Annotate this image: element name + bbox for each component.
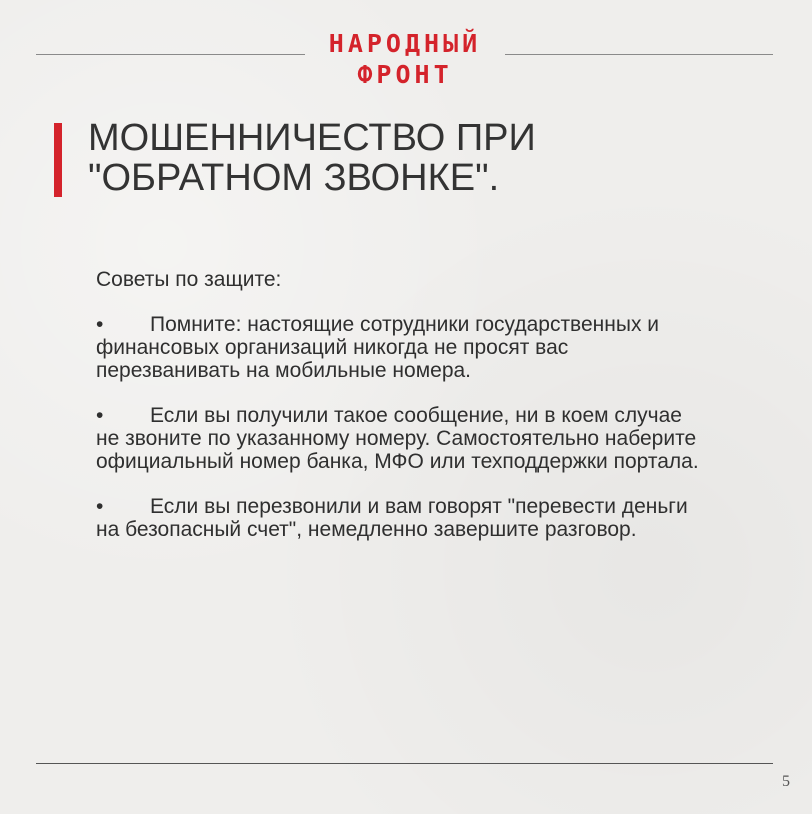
tip-text: Если вы перезвонили и вам говорят "перевести деньги на безопасный счет", немедленно завершите разговор. <box>96 495 688 541</box>
logo-line-2: ФРОНТ <box>357 60 453 89</box>
slide-title-line-1: МОШЕННИЧЕСТВО ПРИ <box>88 117 536 159</box>
tip-item <box>96 313 706 382</box>
tip-text: Помните: настоящие сотрудники государственных и финансовых организаций никогда не просят вас перезванивать на мобильные номера. <box>96 313 660 382</box>
logo-line-1: НАРОДНЫЙ <box>328 29 482 58</box>
bullet-icon: • <box>96 495 104 518</box>
slide-title-line-2: "ОБРАТНОМ ЗВОНКЕ". <box>88 157 500 199</box>
tip-item <box>96 404 706 473</box>
slide-content <box>96 268 706 563</box>
page-number: 5 <box>782 773 790 790</box>
tip-item <box>96 495 706 541</box>
tip-text: Если вы получили такое сообщение, ни в коем случае не звоните по указанному номеру. Самостоятельно наберите официальный номер банка, МФО или техподдержки портала. <box>96 404 699 473</box>
logo <box>305 28 505 90</box>
bullet-icon: • <box>96 404 104 427</box>
header-divider-left <box>36 54 305 55</box>
intro-text: Советы по защите: <box>96 268 282 291</box>
header-divider-right <box>505 54 773 55</box>
bullet-icon: • <box>96 313 104 336</box>
slide-title <box>88 118 728 198</box>
title-accent-bar <box>54 123 62 197</box>
footer-divider <box>36 763 773 764</box>
